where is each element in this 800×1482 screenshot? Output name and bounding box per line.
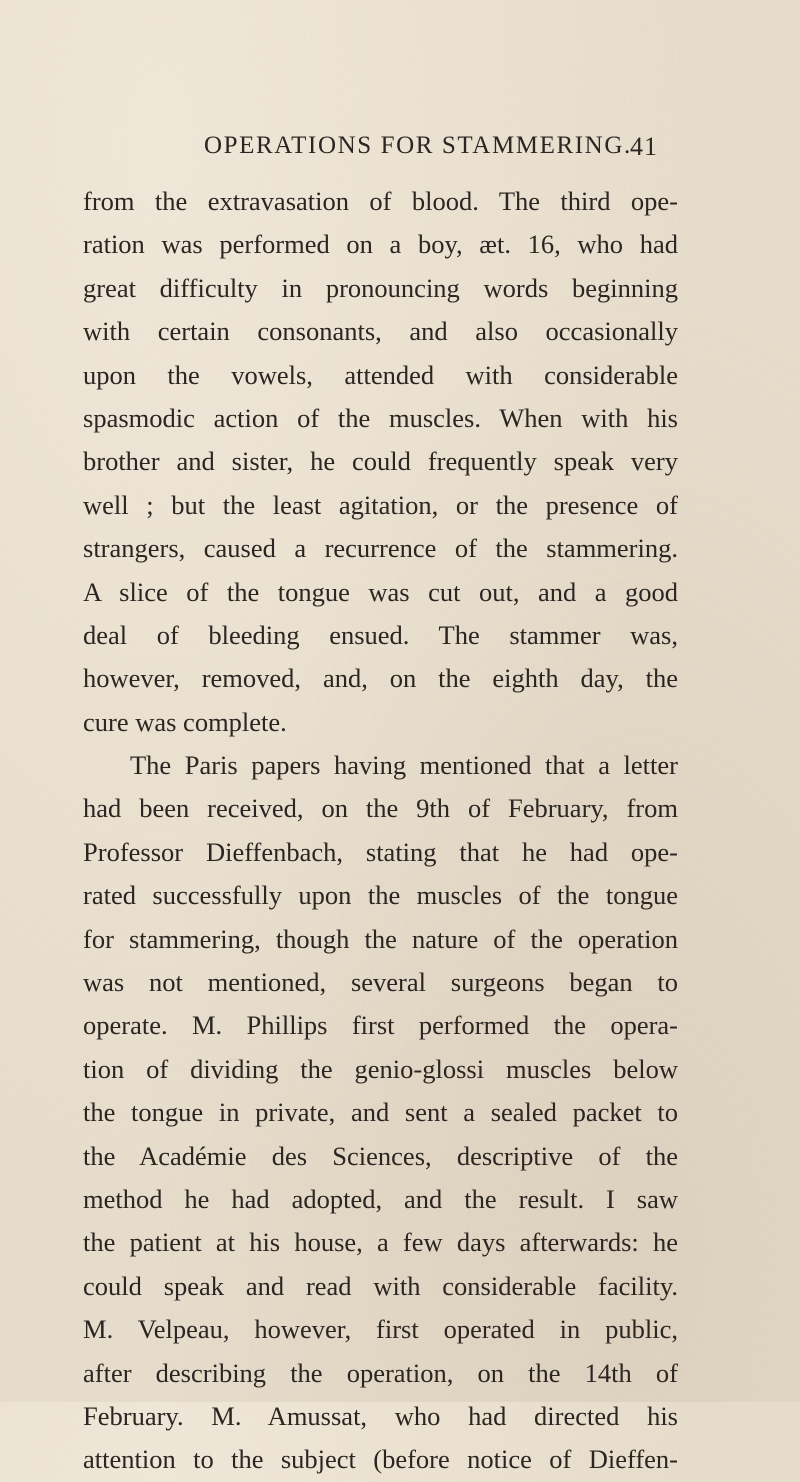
text-line: after describing the operation, on the 14th of xyxy=(83,1357,678,1388)
text-line: spasmodic action of the muscles. When with his xyxy=(83,402,678,433)
text-line: had been received, on the 9th of February, from xyxy=(83,793,678,824)
text-line: the patient at his house, a few days afterwards: he xyxy=(83,1227,678,1258)
text-line: ration was performed on a boy, æt. 16, who had xyxy=(83,229,678,260)
text-line: tion of dividing the genio-glossi muscles below xyxy=(83,1053,678,1084)
text-line: however, removed, and, on the eighth day, the xyxy=(83,663,678,694)
text-line: The Paris papers having mentioned that a letter xyxy=(130,750,678,781)
text-line: for stammering, though the nature of the operation xyxy=(83,923,678,954)
text-line: great difficulty in pronouncing words beginning xyxy=(83,272,678,303)
text-line: Professor Dieffenbach, stating that he had ope- xyxy=(83,836,678,867)
text-line: could speak and read with considerable facility. xyxy=(83,1270,678,1301)
text-line: from the extravasation of blood. The third ope- xyxy=(83,186,678,216)
text-line: was not mentioned, several surgeons began to xyxy=(83,967,678,998)
page-number: 41 xyxy=(630,132,658,161)
text-line: method he had adopted, and the result. I saw xyxy=(83,1183,678,1214)
text-line: operate. M. Phillips first performed the opera- xyxy=(83,1010,678,1041)
running-title: OPERATIONS FOR STAMMERING. xyxy=(204,132,632,159)
text-line: well ; but the least agitation, or the presence of xyxy=(83,489,678,520)
text-line: the tongue in private, and sent a sealed packet to xyxy=(83,1097,678,1128)
text-line: cure was complete. xyxy=(83,706,287,737)
text-line: rated successfully upon the muscles of the tongue xyxy=(83,880,678,911)
text-line: deal of bleeding ensued. The stammer was, xyxy=(83,619,678,650)
text-line: with certain consonants, and also occasionally xyxy=(83,316,678,347)
text-line: attention to the subject (before notice of Dieffen- xyxy=(83,1444,678,1475)
text-line: M. Velpeau, however, first operated in public, xyxy=(83,1314,678,1345)
text-line: brother and sister, he could frequently speak very xyxy=(83,446,678,477)
body-text xyxy=(83,180,678,1482)
text-line: the Académie des Sciences, descriptive of the xyxy=(83,1140,678,1171)
text-line: strangers, caused a recurrence of the stammering. xyxy=(83,533,678,564)
text-line: February. M. Amussat, who had directed his xyxy=(83,1400,678,1431)
text-line: A slice of the tongue was cut out, and a good xyxy=(83,576,678,607)
running-head xyxy=(204,132,658,166)
paragraph-1 xyxy=(83,180,678,744)
paragraph-2 xyxy=(83,744,678,1482)
text-line: upon the vowels, attended with considerable xyxy=(83,359,678,390)
